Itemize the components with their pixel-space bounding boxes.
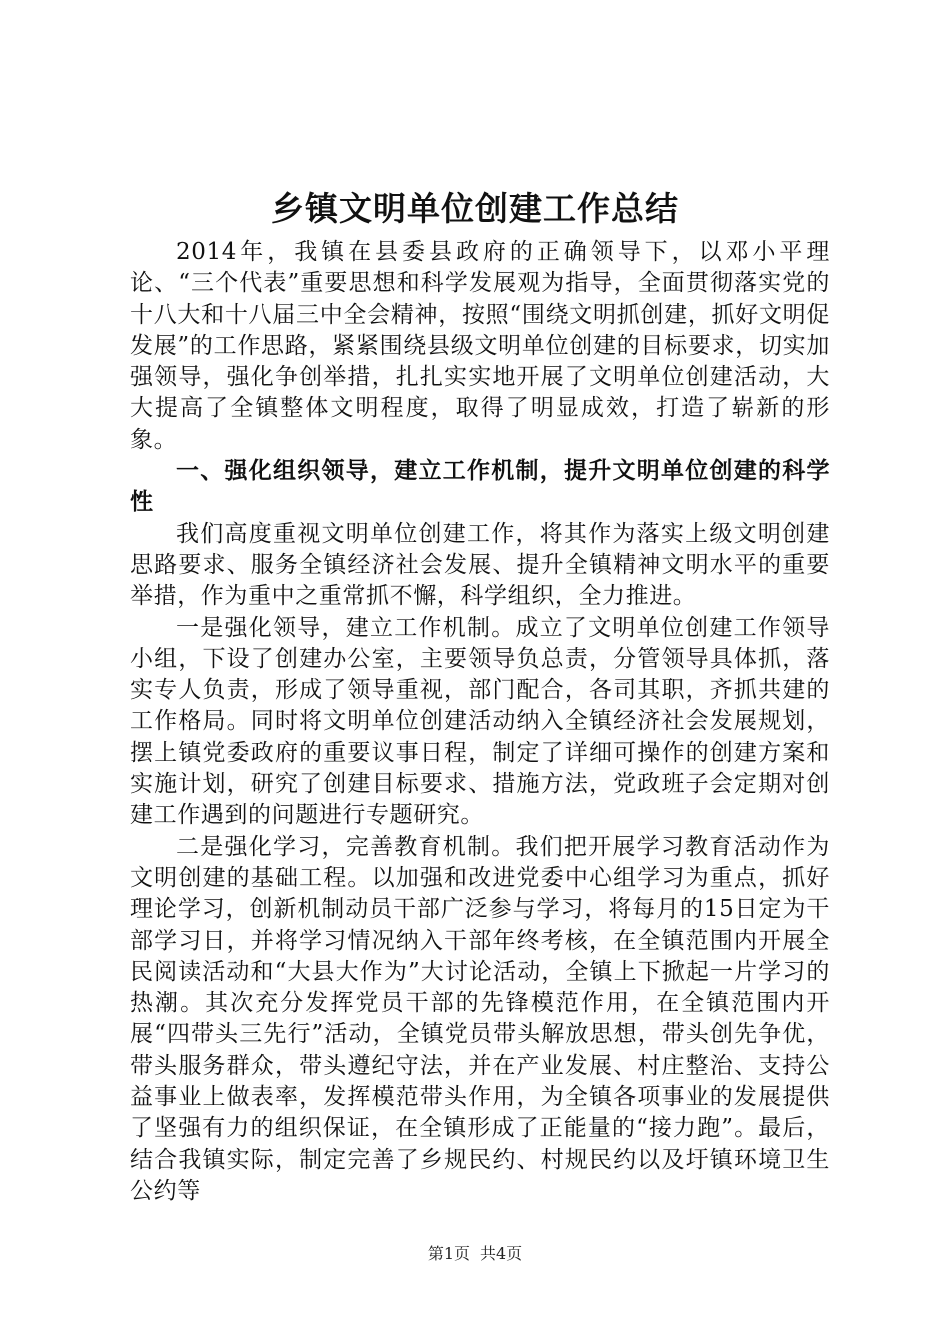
document-body [130,237,830,1207]
section-heading: 一、强化组织领导，建立工作机制，提升文明单位创建的科学性 [130,458,830,516]
body-paragraph: 一是强化领导，建立工作机制。成立了文明单位创建工作领导小组，下设了创建办公室，主要领导负总责，分管领导具体抓，落实专人负责，形成了领导重视，部门配合，各司其职，齐抓共建的工作格局。同时将文明单位创建活动纳入全镇经济社会发展规划，摆上镇党委政府的重要议事日程，制定了详细可操作的创建方案和实施计划，研究了创建目标要求、措施方法，党政班子会定期对创建工作遇到的问题进行专题研究。 [130,614,830,829]
page-total: 共4页 [480,1244,523,1263]
body-paragraph: 二是强化学习，完善教育机制。我们把开展学习教育活动作为文明创建的基础工程。以加强和改进党委中心组学习为重点，抓好理论学习，创新机制动员干部广泛参与学习，将每月的15日定为干部学习日，并将学习情况纳入干部年终考核，在全镇范围内开展全民阅读活动和“大县大作为”大讨论活动，全镇上下掀起一片学习的热潮。其次充分发挥党员干部的先锋模范作用，在全镇范围内开展“四带头三先行”活动，全镇党员带头解放思想，带头创先争优，带头服务群众，带头遵纪守法，并在产业发展、村庄整治、支持公益事业上做表率，发挥模范带头作用，为全镇各项事业的发展提供了坚强有力的组织保证，在全镇形成了正能量的“接力跑”。最后，结合我镇实际，制定完善了乡规民约、村规民约以及圩镇环境卫生公约等 [130,833,830,1204]
page-footer [0,1243,950,1265]
document-title: 乡镇文明单位创建工作总结 [271,189,679,228]
intro-paragraph: 2014年，我镇在县委县政府的正确领导下，以邓小平理论、“三个代表”重要思想和科学发展观为指导，全面贯彻落实党的十八大和十八届三中全会精神，按照“围绕文明抓创建，抓好文明促发展”的工作思路，紧紧围绕县级文明单位创建的目标要求，切实加强领导，强化争创举措，扎扎实实地开展了文明单位创建活动，大大提高了全镇整体文明程度，取得了明显成效，打造了崭新的形象。 [130,239,830,453]
body-paragraph: 我们高度重视文明单位创建工作，将其作为落实上级文明创建思路要求、服务全镇经济社会发展、提升全镇精神文明水平的重要举措，作为重中之重常抓不懈，科学组织，全力推进。 [130,520,830,610]
page-number: 第1页 [427,1244,470,1263]
